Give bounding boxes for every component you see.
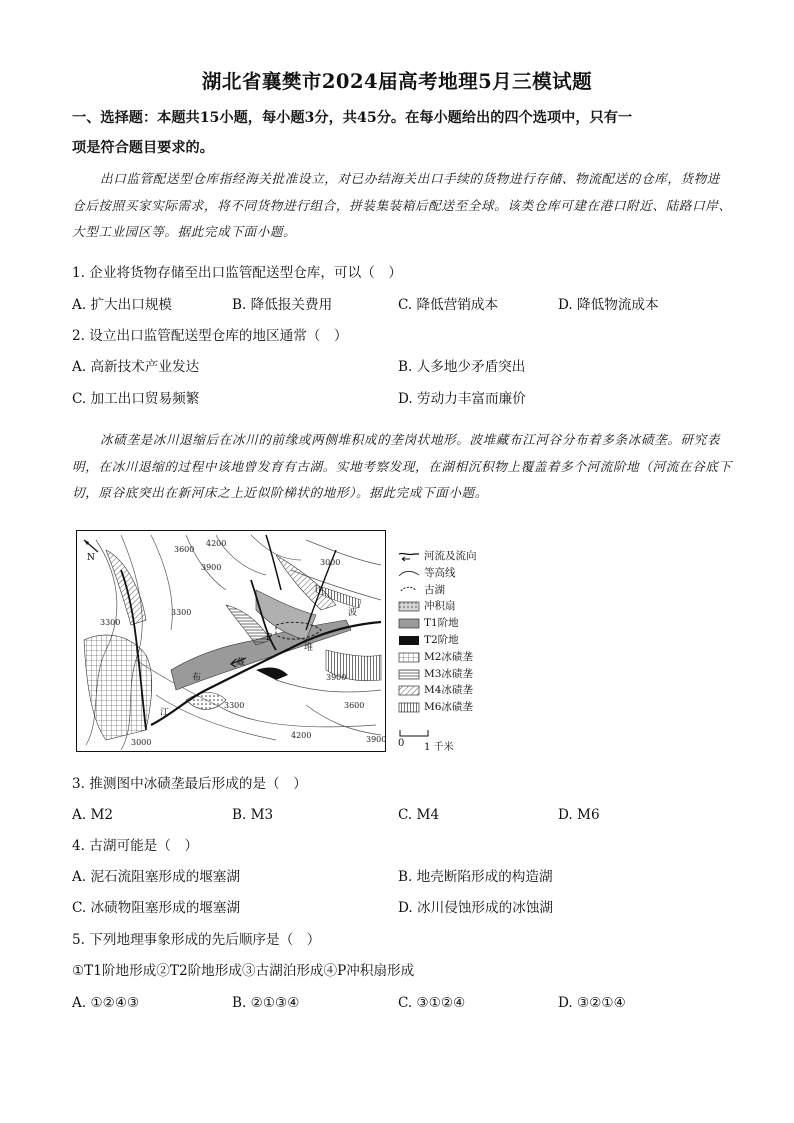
- contour-label: 4200: [291, 731, 312, 740]
- map-label: 藏: [236, 658, 246, 668]
- question-1-option-a[interactable]: A. 扩大出口规模: [72, 297, 173, 313]
- question-2-option-b[interactable]: B. 人多地少矛盾突出: [398, 359, 526, 375]
- map-svg: [76, 530, 386, 752]
- legend-item: 等高线: [398, 565, 508, 582]
- map-label: P: [266, 633, 273, 643]
- m4-symbol-icon: [398, 685, 420, 696]
- legend-item: 古湖: [398, 582, 508, 599]
- question-1-option-b[interactable]: B. 降低报关费用: [232, 297, 333, 313]
- map-legend: [398, 548, 508, 716]
- m2-symbol-icon: [398, 652, 420, 663]
- contour-label: 3900: [366, 735, 386, 744]
- t1-symbol-icon: [398, 618, 420, 629]
- question-5-option-a[interactable]: A. ①②④③: [72, 995, 140, 1011]
- contour-label: 3300: [171, 608, 192, 617]
- contour-label: 3000: [320, 558, 341, 567]
- question-5-stem: 5. 下列地理事象形成的先后顺序是（ ）: [72, 932, 321, 948]
- legend-item: M4冰碛垄: [398, 682, 508, 699]
- contour-label: 3300: [224, 701, 245, 710]
- fan-symbol-icon: [398, 601, 420, 612]
- m6-symbol-icon: [398, 702, 420, 713]
- question-4-option-b[interactable]: B. 地壳断陷形成的构造湖: [398, 869, 553, 885]
- contour-symbol-icon: [398, 568, 420, 579]
- question-5-items: ①T1阶地形成②T2阶地形成③古湖泊形成④P冲积扇形成: [72, 963, 415, 979]
- passage-warehouse: 出口监管配送型仓库指经海关批准设立，对已办结海关出口手续的货物进行存储、物流配送的仓库，货物进仓后按照买家实际需求，将不同货物进行组合，拼装集装箱后配送至全球。该类仓库可建在港口附近、陆路口岸、大型工业园区等。据此完成下面小题。: [72, 171, 732, 239]
- question-4-option-c[interactable]: C. 冰碛物阻塞形成的堰塞湖: [72, 900, 241, 916]
- contour-label: 3900: [326, 673, 347, 682]
- question-1-stem: 1. 企业将货物存储至出口监管配送型仓库，可以（ ）: [72, 265, 402, 281]
- question-2-stem: 2. 设立出口监管配送型仓库的地区通常（ ）: [72, 328, 348, 344]
- scale-bar-icon: [398, 728, 458, 738]
- question-2-option-c[interactable]: C. 加工出口贸易频繁: [72, 391, 200, 407]
- question-2-option-d[interactable]: D. 劳动力丰富而廉价: [398, 391, 526, 407]
- contour-label: 3600: [344, 701, 365, 710]
- legend-item: 冲积扇: [398, 598, 508, 615]
- map-label: 堆: [304, 643, 314, 653]
- lake-symbol-icon: [398, 585, 420, 596]
- page-title: 湖北省襄樊市2024届高考地理5月三模试题: [201, 70, 593, 93]
- legend-item: M3冰碛垄: [398, 666, 508, 683]
- contour-label: 3000: [131, 738, 152, 747]
- contour-label: 3900: [201, 563, 222, 572]
- question-5-option-d[interactable]: D. ③②①④: [558, 995, 626, 1011]
- legend-item: 河流及流向: [398, 548, 508, 565]
- t2-symbol-icon: [398, 635, 420, 646]
- question-1-option-c[interactable]: C. 降低营销成本: [398, 297, 499, 313]
- legend-item: T2阶地: [398, 632, 508, 649]
- section-heading-line2: 项是符合题目要求的。: [72, 140, 214, 156]
- map-label: 布: [192, 673, 202, 683]
- question-3-option-b[interactable]: B. M3: [232, 807, 274, 823]
- map-label: 江: [160, 708, 170, 718]
- question-3-option-a[interactable]: A. M2: [72, 807, 114, 823]
- question-4-stem: 4. 古湖可能是（ ）: [72, 838, 199, 854]
- section-heading: [72, 103, 732, 163]
- question-4-option-a[interactable]: A. 泥石流阻塞形成的堰塞湖: [72, 869, 240, 885]
- passage-moraine: 冰碛垄是冰川退缩后在冰川的前缘或两侧堆积成的垄岗状地形。波堆藏布江河谷分布着多条冰碛垄。研究表明，在冰川退缩的过程中该地曾发育有古湖。实地考察发现，在湖相沉积物上覆盖着多个河流阶地（河流在谷底下切，原谷底突出在新河床之上近似阶梯状的地形）。据此完成下面小题。: [72, 432, 732, 500]
- legend-item: M6冰碛垄: [398, 699, 508, 716]
- contour-label: 3300: [100, 618, 121, 627]
- legend-item: M2冰碛垄: [398, 649, 508, 666]
- question-1-option-d[interactable]: D. 降低物流成本: [558, 297, 659, 313]
- legend-item: T1阶地: [398, 615, 508, 632]
- question-5-option-c[interactable]: C. ③①②④: [398, 995, 466, 1011]
- scale-bar: 0 1 千米: [398, 728, 458, 752]
- question-4-option-d[interactable]: D. 冰川侵蚀形成的冰蚀湖: [398, 900, 553, 916]
- question-3-stem: 3. 推测图中冰碛垄最后形成的是（ ）: [72, 776, 307, 792]
- question-2-option-a[interactable]: A. 高新技术产业发达: [72, 359, 200, 375]
- north-label: N: [87, 553, 95, 563]
- question-3-option-d[interactable]: D. M6: [558, 807, 600, 823]
- m3-symbol-icon: [398, 669, 420, 680]
- question-3-option-c[interactable]: C. M4: [398, 807, 440, 823]
- section-heading-line1: 一、选择题：本题共15小题，每小题3分，共45分。在每小题给出的四个选项中，只有一: [72, 110, 633, 126]
- contour-label: 4200: [206, 539, 227, 548]
- contour-label: 3600: [174, 545, 195, 554]
- map-label: 波: [348, 608, 358, 618]
- river-symbol-icon: [398, 551, 420, 562]
- glacier-valley-map: [76, 530, 386, 752]
- question-5-option-b[interactable]: B. ②①③④: [232, 995, 300, 1011]
